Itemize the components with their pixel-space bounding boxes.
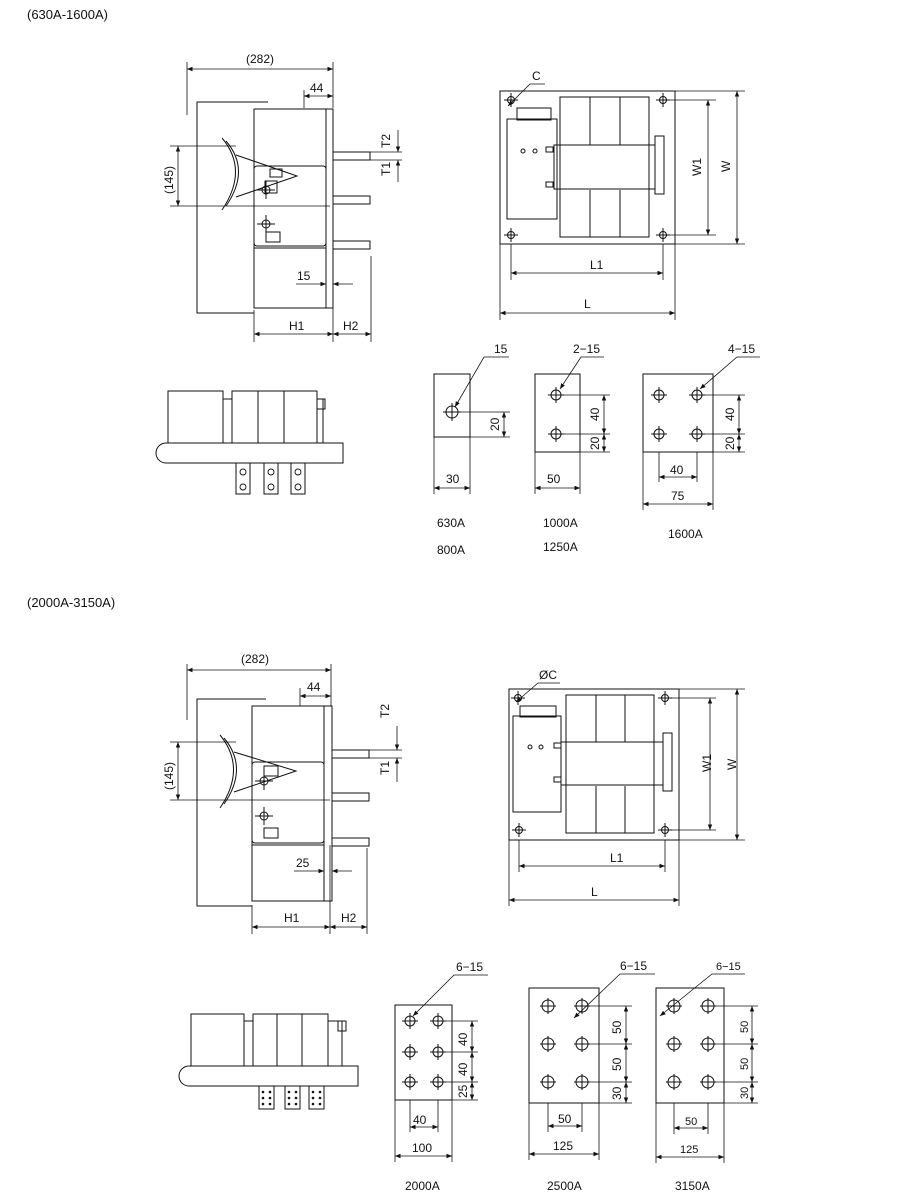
rating-3150a: 3150A — [675, 1179, 710, 1193]
terminal-2500a-v2: 50 — [610, 1057, 624, 1071]
terminal-3150a-width: 50 — [685, 1116, 698, 1128]
dim-w1-b: W1 — [700, 754, 714, 772]
terminal-3150a-labels — [675, 961, 751, 1193]
terminal-2000a-v2: 40 — [456, 1062, 470, 1076]
terminal-1600a — [643, 374, 713, 452]
dim-h1-b: H1 — [284, 911, 300, 925]
terminal-2000a-v1: 40 — [456, 1032, 470, 1046]
dim-w: W — [719, 160, 733, 172]
rating-1600a: 1600A — [668, 527, 703, 541]
range-title-1: (630A-1600A) — [27, 7, 108, 22]
bottom-view-2-bolts — [262, 1091, 322, 1106]
terminal-2500a-width: 50 — [558, 1112, 572, 1126]
dim-t2: T2 — [379, 133, 393, 148]
dim-t1: T1 — [379, 161, 393, 176]
terminal-2000a-dimensions — [395, 975, 488, 1162]
terminal-2000a-total: 100 — [412, 1141, 433, 1155]
terminal-3150a-v1: 50 — [739, 1020, 751, 1033]
dim-w1: W1 — [690, 158, 704, 176]
dim-l1: L1 — [590, 258, 604, 272]
side-view-2-dimensions — [170, 664, 402, 934]
terminal-1000a-v2: 20 — [588, 436, 602, 450]
terminal-2000a-holes: 6−15 — [456, 960, 484, 974]
section-heading-bottom — [27, 595, 115, 610]
rating-800a: 800A — [437, 543, 466, 557]
terminal-630a — [434, 374, 470, 437]
terminal-3150a-v2: 50 — [739, 1057, 751, 1070]
dim-t1-b: T1 — [378, 760, 392, 775]
terminal-1600a-v1: 40 — [723, 407, 737, 421]
terminal-2500a — [529, 988, 599, 1103]
terminal-630a-width: 30 — [446, 472, 460, 486]
terminal-2000a-width: 40 — [413, 1113, 427, 1127]
terminal-2000a — [395, 1005, 452, 1100]
terminal-2500a-total: 125 — [553, 1139, 574, 1153]
rating-1000a: 1000A — [543, 516, 578, 530]
terminal-3150a-v3: 30 — [739, 1086, 751, 1099]
terminal-3150a-total: 125 — [680, 1144, 699, 1156]
front-view-1 — [500, 91, 675, 244]
terminal-1000a-v1: 40 — [588, 407, 602, 421]
dim-offset-44: 44 — [310, 81, 324, 95]
terminal-1600a-width: 40 — [670, 463, 684, 477]
terminal-1600a-holes: 4−15 — [728, 342, 756, 356]
dim-h1: H1 — [289, 319, 305, 333]
dim-h2-b: H2 — [341, 911, 357, 925]
terminal-3150a — [656, 988, 724, 1103]
terminal-630a-v1: 20 — [488, 417, 502, 431]
dim-t2-b: T2 — [378, 703, 392, 718]
dim-hole-dia-c: ØC — [539, 668, 557, 682]
terminal-2000a-v3: 25 — [456, 1084, 470, 1098]
front-view-2-labels — [539, 668, 739, 899]
dim-height-145: (145) — [162, 165, 176, 194]
terminal-1600a-v2: 20 — [723, 436, 737, 450]
dim-l1-b: L1 — [610, 851, 624, 865]
terminal-1000a-holes: 2−15 — [573, 342, 601, 356]
dim-height-145-b: (145) — [162, 761, 176, 790]
front-view-1-mounting-holes — [504, 93, 670, 242]
terminal-2500a-v3: 30 — [610, 1086, 624, 1100]
terminal-1600a-total: 75 — [671, 489, 685, 503]
front-view-2-mounting-holes — [511, 691, 672, 837]
rating-2500a: 2500A — [547, 1179, 582, 1193]
terminal-2500a-labels — [547, 959, 647, 1193]
terminal-2500a-v1: 50 — [610, 1020, 624, 1034]
rating-1250a: 1250A — [543, 540, 578, 554]
terminal-1000a — [535, 374, 580, 452]
range-title-2: (2000A-3150A) — [27, 595, 116, 610]
terminal-630a-holes: 15 — [494, 342, 508, 356]
dim-gap-25: 25 — [296, 856, 310, 870]
dim-w-b: W — [725, 758, 739, 770]
side-view-1-dimensions — [170, 62, 402, 342]
dim-width-282: (282) — [246, 52, 275, 66]
dim-h2: H2 — [343, 319, 359, 333]
dim-l-b: L — [591, 885, 598, 899]
dim-gap-15: 15 — [297, 269, 311, 283]
dim-offset-44-b: 44 — [307, 680, 321, 694]
rating-2000a: 2000A — [405, 1179, 440, 1193]
terminal-1000a-width: 50 — [547, 472, 561, 486]
terminal-3150a-holes: 6−15 — [716, 961, 741, 973]
front-view-2 — [509, 689, 679, 840]
bottom-view-2 — [179, 1014, 358, 1109]
dim-l: L — [584, 297, 591, 311]
side-view-2 — [197, 699, 369, 906]
terminal-2500a-holes: 6−15 — [620, 959, 648, 973]
dim-hole-c: C — [532, 69, 541, 83]
front-view-1-labels — [532, 69, 733, 311]
dim-width-282-b: (282) — [241, 652, 270, 666]
terminal-1600a-labels — [668, 342, 755, 541]
section-heading-top — [27, 7, 108, 22]
bottom-view-1-bolts — [240, 469, 301, 490]
bottom-view-1 — [156, 391, 343, 494]
rating-630a: 630A — [437, 516, 466, 530]
side-view-1 — [197, 102, 370, 313]
